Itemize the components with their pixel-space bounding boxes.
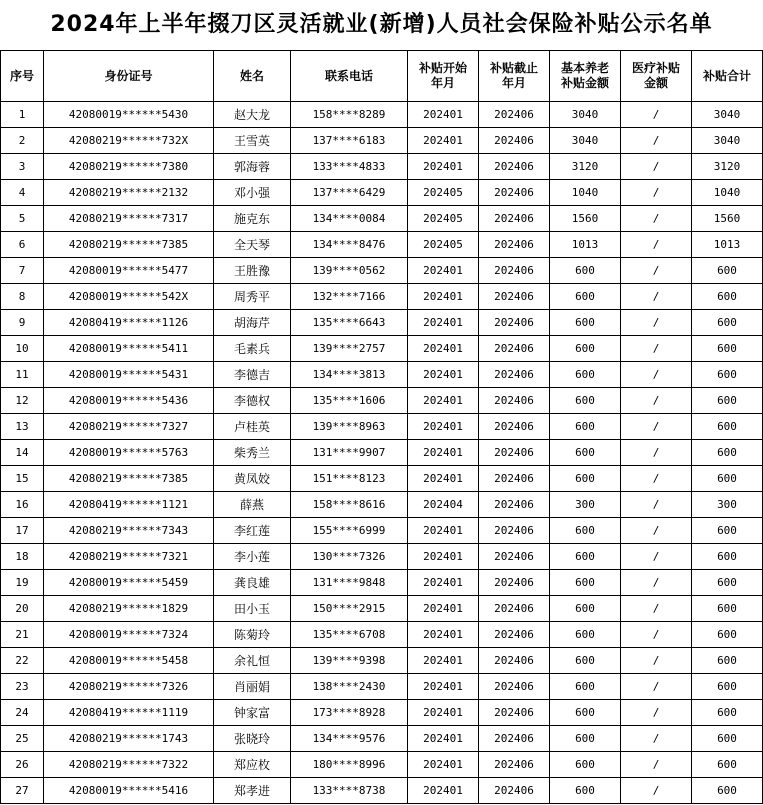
cell-pension: 600 [550, 700, 621, 726]
cell-pension: 600 [550, 674, 621, 700]
cell-medical: / [621, 518, 692, 544]
cell-name: 全天琴 [214, 232, 291, 258]
cell-name: 陈菊玲 [214, 622, 291, 648]
cell-pension: 600 [550, 726, 621, 752]
cell-pension: 600 [550, 310, 621, 336]
header-start: 补贴开始 年月 [408, 51, 479, 102]
table-row [1, 570, 763, 596]
cell-seq: 16 [1, 492, 44, 518]
cell-name: 王雪英 [214, 128, 291, 154]
cell-phone: 139****9398 [291, 648, 408, 674]
cell-phone: 158****8616 [291, 492, 408, 518]
cell-total: 600 [692, 752, 763, 778]
cell-start: 202401 [408, 284, 479, 310]
cell-start: 202401 [408, 596, 479, 622]
table-row [1, 154, 763, 180]
cell-name: 张晓玲 [214, 726, 291, 752]
table-row [1, 726, 763, 752]
cell-pension: 1040 [550, 180, 621, 206]
cell-phone: 131****9907 [291, 440, 408, 466]
cell-medical: / [621, 258, 692, 284]
cell-pension: 600 [550, 466, 621, 492]
cell-start: 202401 [408, 414, 479, 440]
cell-phone: 137****6429 [291, 180, 408, 206]
cell-start: 202401 [408, 362, 479, 388]
cell-start: 202401 [408, 648, 479, 674]
cell-phone: 135****1606 [291, 388, 408, 414]
cell-id: 42080219******1743 [44, 726, 214, 752]
cell-name: 柴秀兰 [214, 440, 291, 466]
cell-end: 202406 [479, 284, 550, 310]
cell-phone: 134****3813 [291, 362, 408, 388]
cell-start: 202401 [408, 622, 479, 648]
cell-start: 202401 [408, 466, 479, 492]
cell-start: 202405 [408, 232, 479, 258]
cell-pension: 600 [550, 648, 621, 674]
cell-start: 202401 [408, 258, 479, 284]
cell-seq: 24 [1, 700, 44, 726]
cell-end: 202406 [479, 674, 550, 700]
cell-seq: 21 [1, 622, 44, 648]
cell-id: 42080019******5459 [44, 570, 214, 596]
cell-phone: 180****8996 [291, 752, 408, 778]
cell-seq: 2 [1, 128, 44, 154]
cell-pension: 600 [550, 362, 621, 388]
cell-medical: / [621, 102, 692, 128]
cell-end: 202406 [479, 310, 550, 336]
cell-end: 202406 [479, 466, 550, 492]
cell-id: 42080219******7326 [44, 674, 214, 700]
cell-total: 600 [692, 388, 763, 414]
cell-seq: 17 [1, 518, 44, 544]
table-row [1, 388, 763, 414]
cell-phone: 135****6708 [291, 622, 408, 648]
cell-end: 202406 [479, 648, 550, 674]
cell-medical: / [621, 154, 692, 180]
cell-start: 202401 [408, 700, 479, 726]
cell-total: 3040 [692, 102, 763, 128]
cell-end: 202406 [479, 596, 550, 622]
cell-medical: / [621, 284, 692, 310]
cell-start: 202401 [408, 544, 479, 570]
header-seq: 序号 [1, 51, 44, 102]
cell-id: 42080219******7343 [44, 518, 214, 544]
cell-id: 42080219******7317 [44, 206, 214, 232]
cell-id: 42080019******5477 [44, 258, 214, 284]
table-row [1, 700, 763, 726]
cell-end: 202406 [479, 336, 550, 362]
table-row [1, 648, 763, 674]
cell-total: 600 [692, 258, 763, 284]
cell-phone: 134****0084 [291, 206, 408, 232]
cell-medical: / [621, 466, 692, 492]
cell-seq: 1 [1, 102, 44, 128]
cell-id: 42080219******7327 [44, 414, 214, 440]
table-row [1, 466, 763, 492]
cell-id: 42080219******2132 [44, 180, 214, 206]
cell-name: 周秀平 [214, 284, 291, 310]
cell-phone: 173****8928 [291, 700, 408, 726]
cell-start: 202401 [408, 388, 479, 414]
cell-pension: 3040 [550, 128, 621, 154]
cell-start: 202401 [408, 128, 479, 154]
table-row [1, 362, 763, 388]
cell-pension: 600 [550, 622, 621, 648]
cell-phone: 131****9848 [291, 570, 408, 596]
cell-total: 600 [692, 648, 763, 674]
cell-id: 42080419******1126 [44, 310, 214, 336]
cell-medical: / [621, 570, 692, 596]
table-row [1, 778, 763, 804]
table-row [1, 752, 763, 778]
cell-end: 202406 [479, 102, 550, 128]
cell-end: 202406 [479, 128, 550, 154]
cell-id: 42080019******5436 [44, 388, 214, 414]
cell-end: 202406 [479, 414, 550, 440]
cell-medical: / [621, 752, 692, 778]
cell-name: 郑应枚 [214, 752, 291, 778]
table-row [1, 622, 763, 648]
cell-id: 42080019******5458 [44, 648, 214, 674]
cell-end: 202406 [479, 154, 550, 180]
cell-end: 202406 [479, 258, 550, 284]
table-row [1, 518, 763, 544]
cell-name: 郭海蓉 [214, 154, 291, 180]
cell-id: 42080019******5430 [44, 102, 214, 128]
cell-phone: 134****9576 [291, 726, 408, 752]
cell-name: 卢桂英 [214, 414, 291, 440]
table-row [1, 310, 763, 336]
cell-name: 邓小强 [214, 180, 291, 206]
cell-end: 202406 [479, 778, 550, 804]
cell-phone: 137****6183 [291, 128, 408, 154]
cell-name: 薛燕 [214, 492, 291, 518]
cell-start: 202401 [408, 518, 479, 544]
cell-phone: 130****7326 [291, 544, 408, 570]
cell-id: 42080419******1121 [44, 492, 214, 518]
cell-medical: / [621, 180, 692, 206]
cell-seq: 6 [1, 232, 44, 258]
cell-medical: / [621, 544, 692, 570]
header-id: 身份证号 [44, 51, 214, 102]
cell-start: 202401 [408, 310, 479, 336]
header-medical: 医疗补贴 金额 [621, 51, 692, 102]
cell-medical: / [621, 596, 692, 622]
cell-medical: / [621, 700, 692, 726]
header-total: 补贴合计 [692, 51, 763, 102]
cell-total: 600 [692, 362, 763, 388]
cell-seq: 26 [1, 752, 44, 778]
cell-end: 202406 [479, 544, 550, 570]
cell-pension: 600 [550, 570, 621, 596]
cell-name: 余礼恒 [214, 648, 291, 674]
cell-total: 600 [692, 310, 763, 336]
cell-total: 600 [692, 518, 763, 544]
cell-pension: 3120 [550, 154, 621, 180]
cell-start: 202405 [408, 206, 479, 232]
cell-start: 202401 [408, 154, 479, 180]
cell-total: 1013 [692, 232, 763, 258]
cell-id: 42080219******7380 [44, 154, 214, 180]
cell-seq: 7 [1, 258, 44, 284]
cell-start: 202404 [408, 492, 479, 518]
cell-pension: 600 [550, 414, 621, 440]
cell-start: 202401 [408, 102, 479, 128]
cell-total: 600 [692, 440, 763, 466]
cell-name: 钟家富 [214, 700, 291, 726]
cell-pension: 600 [550, 752, 621, 778]
table-row [1, 674, 763, 700]
cell-start: 202405 [408, 180, 479, 206]
cell-seq: 4 [1, 180, 44, 206]
cell-name: 李德权 [214, 388, 291, 414]
cell-total: 600 [692, 466, 763, 492]
cell-phone: 150****2915 [291, 596, 408, 622]
table-row [1, 544, 763, 570]
cell-end: 202406 [479, 752, 550, 778]
cell-id: 42080019******5416 [44, 778, 214, 804]
cell-medical: / [621, 622, 692, 648]
cell-seq: 13 [1, 414, 44, 440]
cell-id: 42080019******542X [44, 284, 214, 310]
cell-total: 600 [692, 674, 763, 700]
cell-phone: 139****0562 [291, 258, 408, 284]
table-row [1, 596, 763, 622]
cell-end: 202406 [479, 440, 550, 466]
cell-name: 毛素兵 [214, 336, 291, 362]
cell-seq: 14 [1, 440, 44, 466]
subsidy-table [0, 50, 763, 804]
cell-seq: 22 [1, 648, 44, 674]
cell-end: 202406 [479, 232, 550, 258]
cell-phone: 133****8738 [291, 778, 408, 804]
cell-pension: 600 [550, 284, 621, 310]
cell-id: 42080019******5431 [44, 362, 214, 388]
cell-start: 202401 [408, 674, 479, 700]
cell-total: 600 [692, 700, 763, 726]
cell-total: 3040 [692, 128, 763, 154]
cell-pension: 300 [550, 492, 621, 518]
cell-seq: 19 [1, 570, 44, 596]
table-row [1, 102, 763, 128]
cell-total: 300 [692, 492, 763, 518]
cell-total: 600 [692, 284, 763, 310]
cell-end: 202406 [479, 362, 550, 388]
table-row [1, 232, 763, 258]
cell-name: 龚良雄 [214, 570, 291, 596]
cell-phone: 133****4833 [291, 154, 408, 180]
cell-phone: 139****8963 [291, 414, 408, 440]
cell-total: 600 [692, 726, 763, 752]
cell-seq: 20 [1, 596, 44, 622]
cell-total: 600 [692, 414, 763, 440]
cell-name: 李红莲 [214, 518, 291, 544]
cell-medical: / [621, 232, 692, 258]
header-pension: 基本养老 补贴金额 [550, 51, 621, 102]
cell-id: 42080019******5411 [44, 336, 214, 362]
cell-medical: / [621, 778, 692, 804]
cell-seq: 9 [1, 310, 44, 336]
cell-phone: 151****8123 [291, 466, 408, 492]
cell-medical: / [621, 362, 692, 388]
cell-medical: / [621, 726, 692, 752]
cell-name: 郑孝进 [214, 778, 291, 804]
cell-seq: 12 [1, 388, 44, 414]
cell-name: 赵大龙 [214, 102, 291, 128]
cell-id: 42080219******7385 [44, 466, 214, 492]
cell-seq: 10 [1, 336, 44, 362]
cell-start: 202401 [408, 752, 479, 778]
cell-id: 42080019******5763 [44, 440, 214, 466]
cell-id: 42080219******1829 [44, 596, 214, 622]
cell-seq: 8 [1, 284, 44, 310]
cell-total: 600 [692, 596, 763, 622]
cell-name: 田小玉 [214, 596, 291, 622]
cell-seq: 27 [1, 778, 44, 804]
cell-id: 42080219******7385 [44, 232, 214, 258]
cell-seq: 11 [1, 362, 44, 388]
cell-name: 李小莲 [214, 544, 291, 570]
cell-total: 600 [692, 778, 763, 804]
cell-pension: 600 [550, 388, 621, 414]
cell-id: 42080219******732X [44, 128, 214, 154]
cell-pension: 600 [550, 596, 621, 622]
cell-start: 202401 [408, 336, 479, 362]
cell-name: 王胜豫 [214, 258, 291, 284]
table-row [1, 492, 763, 518]
cell-medical: / [621, 414, 692, 440]
cell-pension: 3040 [550, 102, 621, 128]
cell-seq: 3 [1, 154, 44, 180]
cell-seq: 18 [1, 544, 44, 570]
cell-name: 肖丽娟 [214, 674, 291, 700]
cell-total: 1040 [692, 180, 763, 206]
cell-end: 202406 [479, 180, 550, 206]
cell-pension: 600 [550, 544, 621, 570]
cell-end: 202406 [479, 726, 550, 752]
cell-end: 202406 [479, 388, 550, 414]
cell-name: 李德吉 [214, 362, 291, 388]
cell-phone: 132****7166 [291, 284, 408, 310]
cell-id: 42080019******7324 [44, 622, 214, 648]
cell-medical: / [621, 310, 692, 336]
cell-medical: / [621, 674, 692, 700]
cell-end: 202406 [479, 492, 550, 518]
cell-end: 202406 [479, 622, 550, 648]
cell-pension: 600 [550, 518, 621, 544]
header-row [1, 51, 763, 102]
cell-total: 1560 [692, 206, 763, 232]
cell-end: 202406 [479, 570, 550, 596]
cell-medical: / [621, 440, 692, 466]
cell-medical: / [621, 388, 692, 414]
cell-seq: 5 [1, 206, 44, 232]
cell-name: 胡海芹 [214, 310, 291, 336]
cell-seq: 15 [1, 466, 44, 492]
table-row [1, 440, 763, 466]
cell-id: 42080219******7322 [44, 752, 214, 778]
cell-start: 202401 [408, 440, 479, 466]
cell-total: 3120 [692, 154, 763, 180]
cell-total: 600 [692, 570, 763, 596]
cell-start: 202401 [408, 726, 479, 752]
cell-medical: / [621, 492, 692, 518]
cell-phone: 139****2757 [291, 336, 408, 362]
cell-end: 202406 [479, 518, 550, 544]
table-row [1, 128, 763, 154]
cell-seq: 25 [1, 726, 44, 752]
cell-start: 202401 [408, 778, 479, 804]
header-phone: 联系电话 [291, 51, 408, 102]
cell-phone: 134****8476 [291, 232, 408, 258]
cell-name: 黄凤姣 [214, 466, 291, 492]
page-title: 2024年上半年掇刀区灵活就业(新增)人员社会保险补贴公示名单 [50, 12, 713, 37]
cell-end: 202406 [479, 700, 550, 726]
table-row [1, 206, 763, 232]
cell-end: 202406 [479, 206, 550, 232]
cell-id: 42080419******1119 [44, 700, 214, 726]
cell-pension: 600 [550, 778, 621, 804]
table-row [1, 258, 763, 284]
cell-name: 施克东 [214, 206, 291, 232]
cell-medical: / [621, 648, 692, 674]
cell-total: 600 [692, 622, 763, 648]
table-row [1, 284, 763, 310]
cell-medical: / [621, 128, 692, 154]
cell-total: 600 [692, 544, 763, 570]
table-row [1, 414, 763, 440]
cell-phone: 155****6999 [291, 518, 408, 544]
cell-id: 42080219******7321 [44, 544, 214, 570]
table-row [1, 180, 763, 206]
cell-medical: / [621, 336, 692, 362]
cell-phone: 138****2430 [291, 674, 408, 700]
cell-pension: 600 [550, 336, 621, 362]
cell-start: 202401 [408, 570, 479, 596]
cell-pension: 1013 [550, 232, 621, 258]
cell-phone: 158****8289 [291, 102, 408, 128]
table-body [1, 102, 763, 804]
cell-phone: 135****6643 [291, 310, 408, 336]
header-end: 补贴截止 年月 [479, 51, 550, 102]
cell-medical: / [621, 206, 692, 232]
cell-total: 600 [692, 336, 763, 362]
header-name: 姓名 [214, 51, 291, 102]
cell-pension: 1560 [550, 206, 621, 232]
cell-pension: 600 [550, 440, 621, 466]
table-row [1, 336, 763, 362]
cell-pension: 600 [550, 258, 621, 284]
cell-seq: 23 [1, 674, 44, 700]
